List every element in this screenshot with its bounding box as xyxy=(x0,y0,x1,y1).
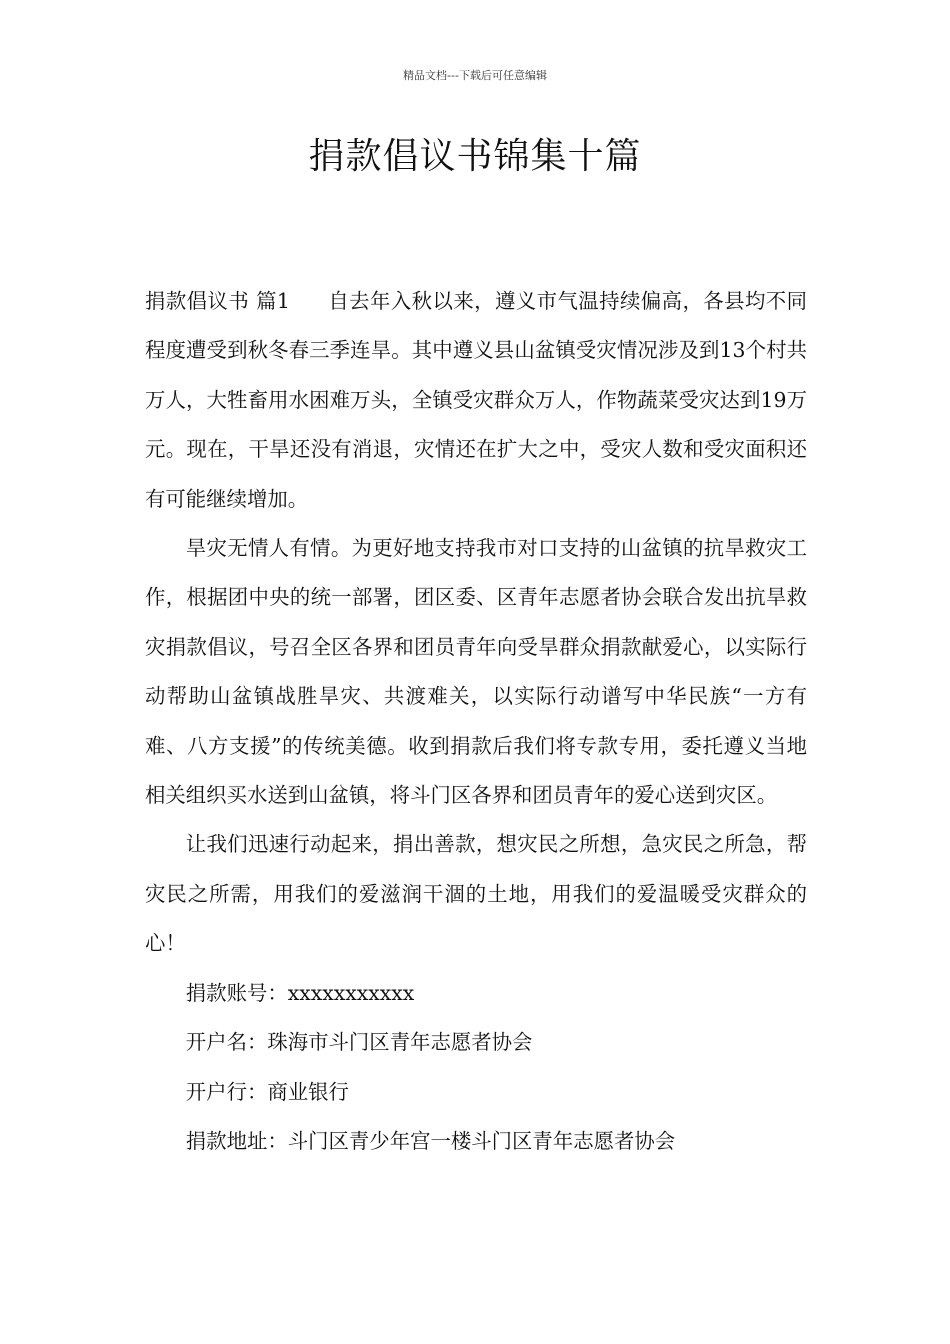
paragraph-1 xyxy=(145,277,807,524)
article-label: 捐款倡议书 篇1 xyxy=(145,289,290,313)
paragraph-2: 旱灾无情人有情。为更好地支持我市对口支持的山盆镇的抗旱救灾工作，根据团中央的统一部署，团区委、区青年志愿者协会联合发出抗旱救灾捐款倡议，号召全区各界和团员青年向受旱群众捐款献爱心，以实际行动帮助山盆镇战胜旱灾、共渡难关，以实际行动谱写中华民族“一方有难、八方支援”的传统美德。收到捐款后我们将专款专用，委托遵义当地相关组织买水送到山盆镇，将斗门区各界和团员青年的爱心送到灾区。 xyxy=(145,536,807,808)
donation-address: 捐款地址：斗门区青少年宫一楼斗门区青年志愿者协会 xyxy=(185,1128,676,1153)
document-body xyxy=(145,277,807,1166)
donation-account: 捐款账号：xxxxxxxxxxx xyxy=(185,980,415,1005)
page-title: 捐款倡议书锦集十篇 xyxy=(308,136,642,177)
header-note: 精品文档---下载后可任意编辑 xyxy=(403,69,547,82)
account-name: 开户名：珠海市斗门区青年志愿者协会 xyxy=(185,1030,533,1055)
paragraph-3: 让我们迅速行动起来，捐出善款，想灾民之所想，急灾民之所急，帮灾民之所需，用我们的爱滋润干涸的土地，用我们的爱温暖受灾群众的心！ xyxy=(145,832,807,956)
bank-name: 开户行：商业银行 xyxy=(185,1079,349,1104)
paragraph-1-text: 自去年入秋以来，遵义市气温持续偏高，各县均不同程度遭受到秋冬春三季连旱。其中遵义县山盆镇受灾情况涉及到13个村共万人，大牲畜用水困难万头，全镇受灾群众万人，作物蔬菜受灾达到19万元。现在，干旱还没有消退，灾情还在扩大之中，受灾人数和受灾面积还有可能继续增加。 xyxy=(145,289,807,511)
